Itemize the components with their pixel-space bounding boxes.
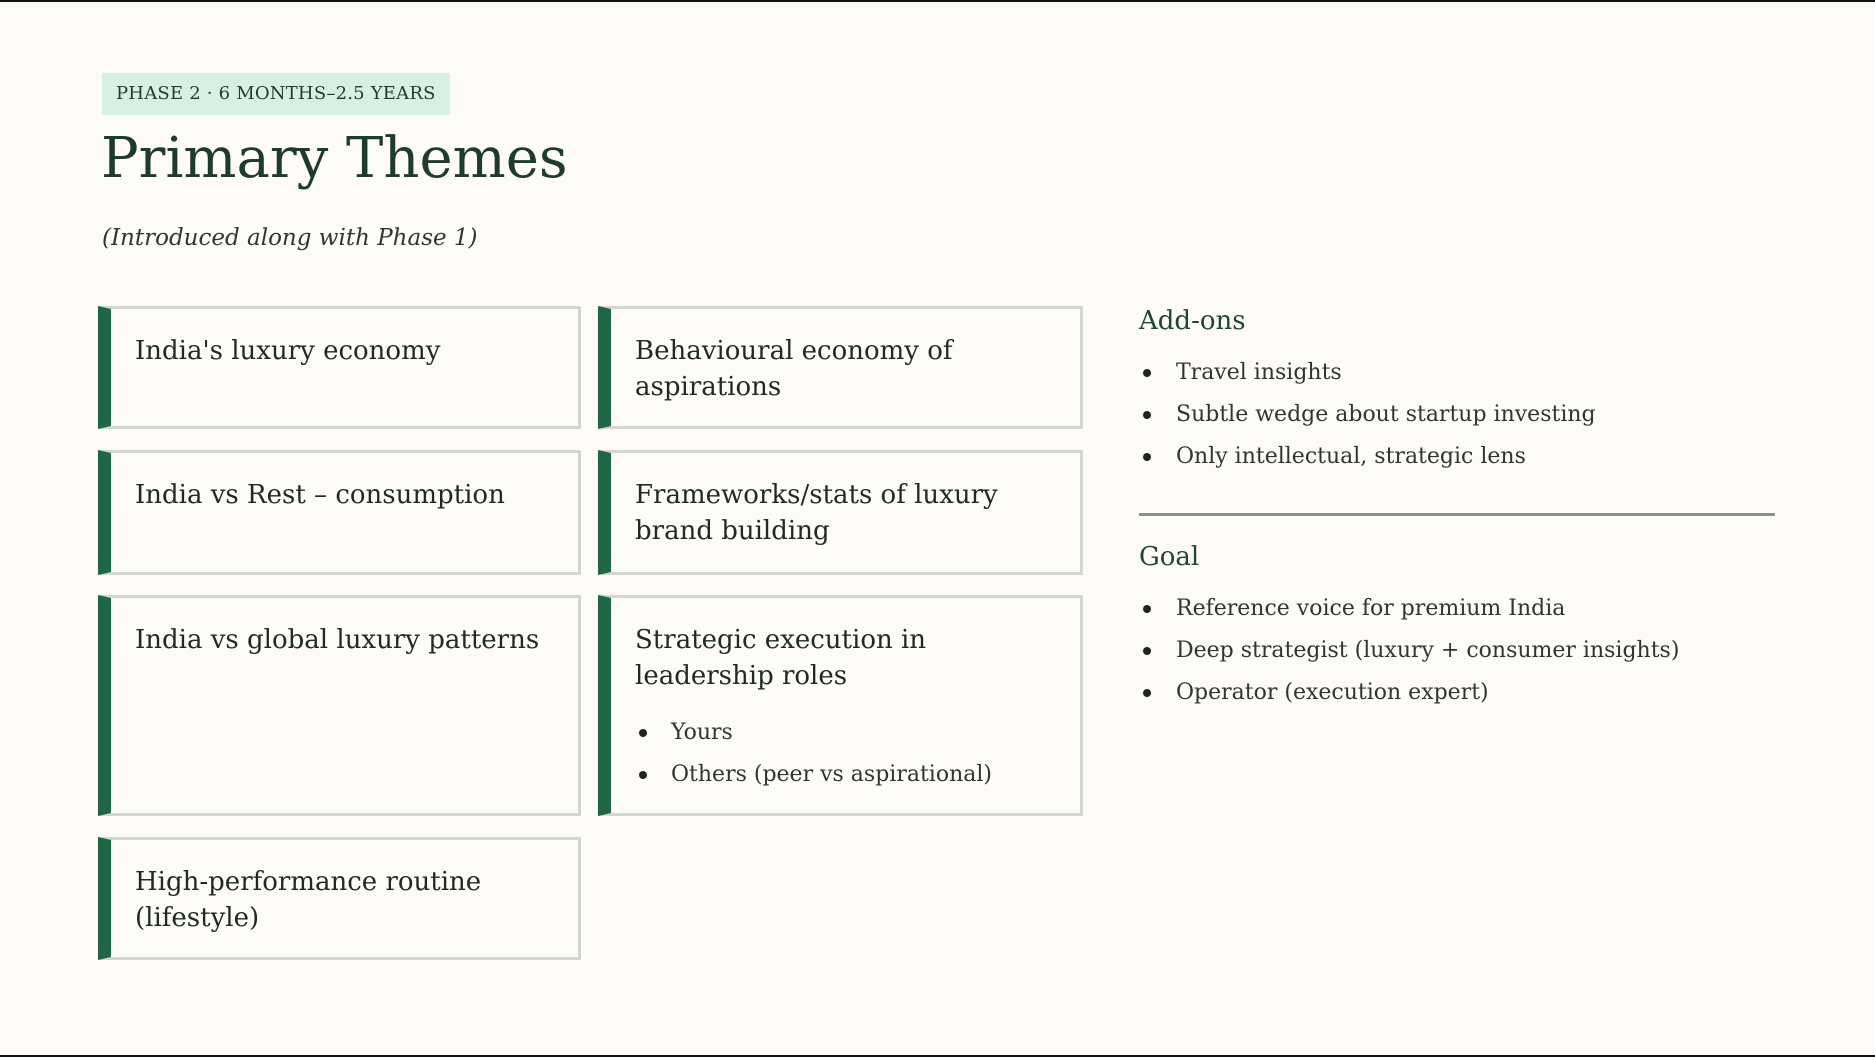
list-item xyxy=(1139,394,1775,436)
list-item xyxy=(1139,436,1775,478)
bullet-icon xyxy=(1143,369,1151,377)
goal-section xyxy=(1139,540,1775,714)
list-item xyxy=(635,712,1060,754)
theme-card-strategic-execution xyxy=(598,595,1083,816)
theme-card-title: Behavioural economy of aspirations xyxy=(635,336,953,402)
addons-heading: Add-ons xyxy=(1139,306,1246,336)
list-item-text: Subtle wedge about startup investing xyxy=(1176,402,1596,427)
theme-card-frameworks xyxy=(598,450,1083,575)
list-item-text: Yours xyxy=(671,720,733,745)
list-item xyxy=(1139,630,1775,672)
theme-card-title: India's luxury economy xyxy=(135,336,441,366)
bullet-icon xyxy=(639,729,647,737)
phase-badge: PHASE 2 · 6 MONTHS–2.5 YEARS xyxy=(102,73,450,115)
bullet-icon xyxy=(1143,605,1151,613)
theme-card-title: Frameworks/stats of luxury brand building xyxy=(635,480,998,546)
theme-card-bullets xyxy=(635,712,1060,796)
theme-card-global-patterns xyxy=(98,595,581,816)
list-item-text: Reference voice for premium India xyxy=(1176,596,1566,621)
bullet-icon xyxy=(639,771,647,779)
goal-heading: Goal xyxy=(1139,542,1200,572)
list-item xyxy=(1139,352,1775,394)
list-item xyxy=(1139,672,1775,714)
bullet-icon xyxy=(1143,411,1151,419)
theme-card-title: India vs global luxury patterns xyxy=(135,625,540,655)
list-item-text: Others (peer vs aspirational) xyxy=(671,762,992,787)
bullet-icon xyxy=(1143,647,1151,655)
list-item xyxy=(1139,588,1775,630)
addons-list xyxy=(1139,352,1775,478)
section-divider xyxy=(1139,513,1775,516)
addons-section xyxy=(1139,304,1775,478)
theme-card-high-performance xyxy=(98,837,581,960)
bullet-icon xyxy=(1143,689,1151,697)
page-title: Primary Themes xyxy=(101,126,568,191)
theme-card-luxury-economy xyxy=(98,306,581,429)
bullet-icon xyxy=(1143,453,1151,461)
top-border xyxy=(0,0,1875,2)
list-item-text: Travel insights xyxy=(1176,360,1342,385)
list-item-text: Deep strategist (luxury + consumer insights) xyxy=(1176,638,1680,663)
list-item-text: Operator (execution expert) xyxy=(1176,680,1489,705)
theme-card-title: Strategic execution in leadership roles xyxy=(635,625,927,691)
list-item xyxy=(635,754,1060,796)
page-subtitle: (Introduced along with Phase 1) xyxy=(102,225,478,251)
theme-card-title: India vs Rest – consumption xyxy=(135,480,505,510)
list-item-text: Only intellectual, strategic lens xyxy=(1176,444,1526,469)
theme-card-title: High-performance routine (lifestyle) xyxy=(135,867,482,933)
theme-card-india-vs-rest xyxy=(98,450,581,575)
goal-list xyxy=(1139,588,1775,714)
theme-card-behavioural-economy xyxy=(598,306,1083,429)
